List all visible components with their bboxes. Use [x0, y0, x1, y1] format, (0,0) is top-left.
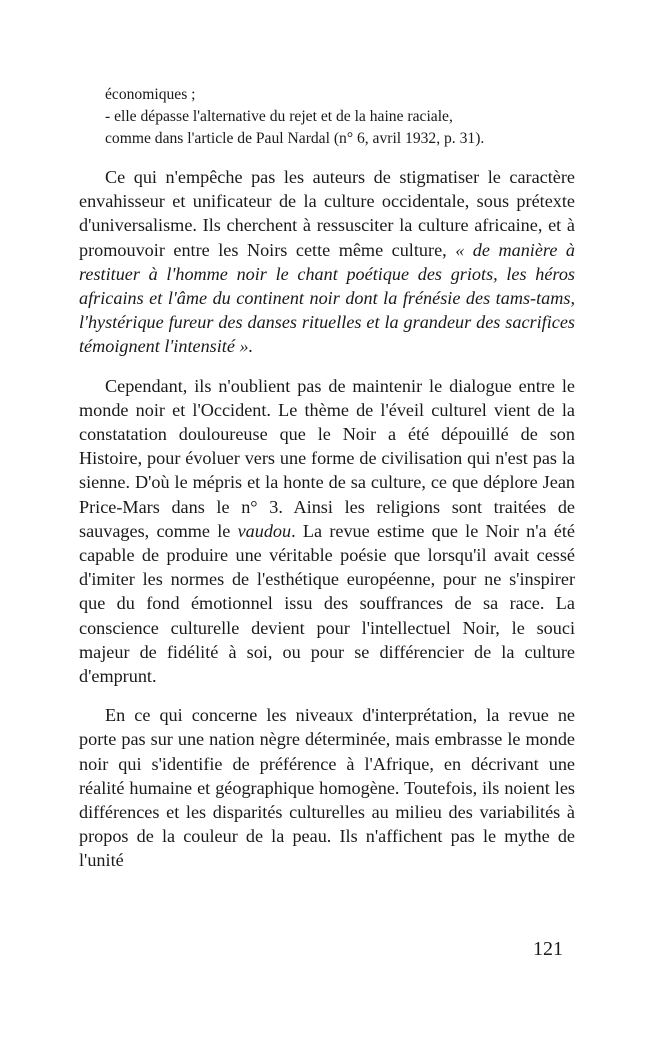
paragraph-3: En ce qui concerne les niveaux d'interprétation, la revue ne porte pas sur une nation nègre déterminée, mais embrasse le monde noir qui s'identifie de préférence à l'Afrique, en décrivant une réalité humaine et géographique homogène. Toutefois, ils noient les différences et les disparités culturelles au milieu des variabilités à propos de la couleur de la peau. Ils n'affichent pas le mythe de l'unité	[79, 705, 575, 871]
intro-line-3: comme dans l'article de Paul Nardal (n° 6, avril 1932, p. 31).	[105, 130, 485, 147]
page-body	[79, 84, 575, 873]
intro-line-2: - elle dépasse l'alternative du rejet et de la haine raciale,	[105, 108, 453, 125]
paragraph-2	[79, 374, 575, 689]
paragraph-2-text-b: . La revue estime que le Noir n'a été capable de produire une véritable poésie que lorsqu'il avait cessé d'imiter les normes de l'esthétique européenne, pour ne s'inspirer que du fond émotionnel issu des souffrances de sa race. La conscience culturelle devient pour l'intellectuel Noir, le souci majeur de fidélité à soi, ou pour se différencier de la culture d'emprunt.	[79, 520, 575, 687]
paragraph-2-text-a: Cependant, ils n'oublient pas de maintenir le dialogue entre le monde noir et l'Occident. Le thème de l'éveil culturel vient de la constatation douloureuse que le Noir a été dépouillé de son Histoire, pour évoluer vers une forme de civilisation qui n'est pas la sienne. D'où le mépris et la honte de sa culture, ce que déplore Jean Price-Mars dans le n° 3. Ainsi les religions sont traitées de sauvages, comme le	[79, 375, 575, 541]
paragraph-1-text: Ce qui n'empêche pas les auteurs de stigmatiser le caractère envahisseur et unificateur de la culture occidentale, sous prétexte d'universalisme. Ils cherchent à ressusciter la culture africaine, et à promouvoir entre les Noirs cette même culture,	[79, 167, 575, 260]
paragraph-2-italic: vaudou	[237, 520, 292, 541]
intro-line-1: économiques ;	[105, 86, 196, 103]
paragraph-1-quote: « de manière à restituer à l'homme noir le chant poétique des griots, les héros africains et l'âme du continent noir dont la frénésie des tams-tams, l'hystérique fureur des danses rituelles et la grandeur des sacrifices témoignent l'intensité ».	[79, 239, 575, 357]
paragraph-1	[79, 165, 575, 359]
page-number: 121	[533, 938, 563, 960]
